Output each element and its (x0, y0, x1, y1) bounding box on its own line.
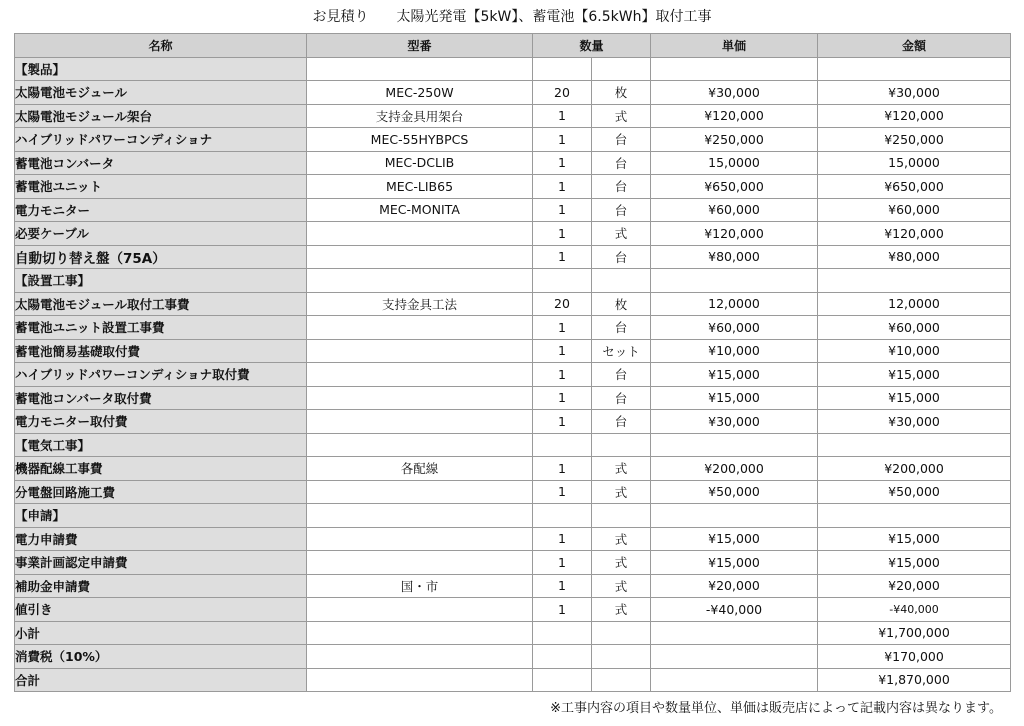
item-model: MEC-55HYBPCS (307, 128, 533, 152)
item-unit-price (651, 269, 818, 293)
item-unit-price (651, 504, 818, 528)
item-name: 必要ケーブル (15, 222, 307, 246)
item-qty: 1 (533, 363, 592, 387)
item-name: 電力モニター (15, 198, 307, 222)
item-name: 【電気工事】 (15, 433, 307, 457)
item-name: 太陽電池モジュール取付工事費 (15, 292, 307, 316)
item-model (307, 433, 533, 457)
item-unit-price: ¥200,000 (651, 457, 818, 481)
item-qty: 1 (533, 480, 592, 504)
item-unit (592, 668, 651, 692)
table-row (15, 457, 1011, 481)
table-row (15, 292, 1011, 316)
item-amount: ¥170,000 (818, 645, 1011, 669)
table-row (15, 339, 1011, 363)
item-amount (818, 269, 1011, 293)
footnote: ※工事内容の項目や数量単位、単価は販売店によって記載内容は異なります。 (550, 701, 1002, 716)
item-unit-price: ¥80,000 (651, 245, 818, 269)
table-row (15, 433, 1011, 457)
item-amount: ¥30,000 (818, 81, 1011, 105)
item-unit-price: ¥60,000 (651, 198, 818, 222)
item-amount: ¥80,000 (818, 245, 1011, 269)
item-model: MEC-DCLIB (307, 151, 533, 175)
item-qty: 1 (533, 128, 592, 152)
item-unit: 式 (592, 574, 651, 598)
item-qty: 1 (533, 175, 592, 199)
item-unit: 枚 (592, 292, 651, 316)
item-unit (592, 504, 651, 528)
item-name: 電力申請費 (15, 527, 307, 551)
item-qty: 1 (533, 222, 592, 246)
item-unit-price: ¥60,000 (651, 316, 818, 340)
item-unit-price: ¥30,000 (651, 410, 818, 434)
item-model (307, 504, 533, 528)
table-row (15, 386, 1011, 410)
table-row (15, 574, 1011, 598)
item-qty: 1 (533, 457, 592, 481)
item-qty: 1 (533, 386, 592, 410)
item-model (307, 527, 533, 551)
page-title: お見積り 太陽光発電【5kW】、蓄電池【6.5kWh】取付工事 (312, 9, 712, 25)
item-model (307, 598, 533, 622)
item-qty (533, 504, 592, 528)
item-unit-price: ¥15,000 (651, 527, 818, 551)
table-row (15, 175, 1011, 199)
table-row (15, 527, 1011, 551)
item-unit-price: 15,0000 (651, 151, 818, 175)
item-unit-price: ¥50,000 (651, 480, 818, 504)
item-amount (818, 433, 1011, 457)
item-name: 値引き (15, 598, 307, 622)
table-row (15, 645, 1011, 669)
item-model (307, 480, 533, 504)
item-qty: 1 (533, 598, 592, 622)
item-amount: ¥15,000 (818, 386, 1011, 410)
item-name: 蓄電池コンバータ取付費 (15, 386, 307, 410)
item-unit-price (651, 433, 818, 457)
item-qty: 1 (533, 198, 592, 222)
item-qty: 1 (533, 551, 592, 575)
item-name: 【製品】 (15, 57, 307, 81)
table-row (15, 598, 1011, 622)
item-amount: ¥20,000 (818, 574, 1011, 598)
table-row (15, 363, 1011, 387)
item-unit: 台 (592, 151, 651, 175)
item-qty: 1 (533, 527, 592, 551)
item-unit: 台 (592, 386, 651, 410)
table-row (15, 81, 1011, 105)
item-unit-price: ¥650,000 (651, 175, 818, 199)
item-model (307, 645, 533, 669)
item-unit: 台 (592, 316, 651, 340)
table-row (15, 128, 1011, 152)
item-unit: 台 (592, 198, 651, 222)
header-unit-price: 単価 (651, 34, 818, 58)
item-qty: 1 (533, 410, 592, 434)
item-amount: ¥15,000 (818, 527, 1011, 551)
item-model (307, 316, 533, 340)
item-unit-price: ¥15,000 (651, 551, 818, 575)
item-amount: ¥1,870,000 (818, 668, 1011, 692)
item-qty (533, 621, 592, 645)
table-row (15, 668, 1011, 692)
item-model (307, 222, 533, 246)
item-amount: ¥60,000 (818, 316, 1011, 340)
item-model (307, 57, 533, 81)
item-qty: 1 (533, 151, 592, 175)
table-row (15, 504, 1011, 528)
header-name: 名称 (15, 34, 307, 58)
item-name: 合計 (15, 668, 307, 692)
item-unit (592, 621, 651, 645)
item-unit: 式 (592, 104, 651, 128)
table-row (15, 104, 1011, 128)
item-qty: 20 (533, 81, 592, 105)
item-unit-price: ¥250,000 (651, 128, 818, 152)
item-qty: 1 (533, 574, 592, 598)
item-amount: ¥60,000 (818, 198, 1011, 222)
item-unit: セット (592, 339, 651, 363)
item-model: 支持金具用架台 (307, 104, 533, 128)
item-name: 太陽電池モジュール (15, 81, 307, 105)
item-amount: ¥10,000 (818, 339, 1011, 363)
item-qty: 20 (533, 292, 592, 316)
header-model: 型番 (307, 34, 533, 58)
item-name: 分電盤回路施工費 (15, 480, 307, 504)
item-name: 太陽電池モジュール架台 (15, 104, 307, 128)
item-amount: ¥250,000 (818, 128, 1011, 152)
table-row (15, 245, 1011, 269)
item-qty (533, 269, 592, 293)
item-model: MEC-LIB65 (307, 175, 533, 199)
item-amount: ¥15,000 (818, 551, 1011, 575)
item-amount: 15,0000 (818, 151, 1011, 175)
item-unit-price: -¥40,000 (651, 598, 818, 622)
item-name: 自動切り替え盤（75A） (15, 245, 307, 269)
item-model (307, 339, 533, 363)
item-qty: 1 (533, 316, 592, 340)
item-unit-price (651, 621, 818, 645)
item-name: 事業計画認定申請費 (15, 551, 307, 575)
item-name: 蓄電池ユニット設置工事費 (15, 316, 307, 340)
table-row (15, 57, 1011, 81)
item-name: 電力モニター取付費 (15, 410, 307, 434)
table-row (15, 269, 1011, 293)
item-unit (592, 433, 651, 457)
item-unit: 台 (592, 410, 651, 434)
item-model: 支持金具工法 (307, 292, 533, 316)
item-name: 補助金申請費 (15, 574, 307, 598)
item-unit-price (651, 668, 818, 692)
item-name: 蓄電池ユニット (15, 175, 307, 199)
item-name: 小計 (15, 621, 307, 645)
item-amount: -¥40,000 (818, 598, 1011, 622)
item-unit-price: ¥15,000 (651, 386, 818, 410)
quote-table (14, 33, 1011, 692)
item-model (307, 410, 533, 434)
item-model (307, 245, 533, 269)
item-model: 各配線 (307, 457, 533, 481)
table-row (15, 410, 1011, 434)
item-name: 機器配線工事費 (15, 457, 307, 481)
item-model (307, 668, 533, 692)
item-unit-price: ¥120,000 (651, 222, 818, 246)
item-qty: 1 (533, 245, 592, 269)
item-name: ハイブリッドパワーコンディショナ (15, 128, 307, 152)
item-model (307, 551, 533, 575)
item-unit: 式 (592, 527, 651, 551)
item-unit: 台 (592, 245, 651, 269)
item-unit: 台 (592, 175, 651, 199)
item-amount (818, 57, 1011, 81)
item-amount: ¥15,000 (818, 363, 1011, 387)
item-model (307, 621, 533, 645)
item-unit: 式 (592, 551, 651, 575)
item-unit-price: ¥20,000 (651, 574, 818, 598)
item-unit (592, 269, 651, 293)
item-amount (818, 504, 1011, 528)
table-row (15, 198, 1011, 222)
item-amount: 12,0000 (818, 292, 1011, 316)
table-row (15, 551, 1011, 575)
item-amount: ¥200,000 (818, 457, 1011, 481)
item-qty (533, 645, 592, 669)
item-unit-price (651, 57, 818, 81)
item-amount: ¥120,000 (818, 104, 1011, 128)
item-unit: 台 (592, 363, 651, 387)
item-qty: 1 (533, 104, 592, 128)
item-name: 【申請】 (15, 504, 307, 528)
item-amount: ¥30,000 (818, 410, 1011, 434)
item-name: 消費税（10%） (15, 645, 307, 669)
item-qty: 1 (533, 339, 592, 363)
item-amount: ¥50,000 (818, 480, 1011, 504)
item-name: ハイブリッドパワーコンディショナ取付費 (15, 363, 307, 387)
header-row (15, 34, 1011, 58)
table-row (15, 621, 1011, 645)
table-row (15, 151, 1011, 175)
item-qty (533, 57, 592, 81)
item-amount: ¥120,000 (818, 222, 1011, 246)
item-unit-price (651, 645, 818, 669)
header-amount: 金額 (818, 34, 1011, 58)
table-row (15, 316, 1011, 340)
table-row (15, 222, 1011, 246)
item-name: 【設置工事】 (15, 269, 307, 293)
item-unit (592, 57, 651, 81)
header-qty: 数量 (533, 34, 651, 58)
item-model (307, 386, 533, 410)
item-name: 蓄電池簡易基礎取付費 (15, 339, 307, 363)
item-model: 国・市 (307, 574, 533, 598)
item-unit: 枚 (592, 81, 651, 105)
item-model (307, 269, 533, 293)
item-qty (533, 668, 592, 692)
item-model: MEC-MONITA (307, 198, 533, 222)
item-unit: 式 (592, 457, 651, 481)
item-unit: 式 (592, 598, 651, 622)
item-unit: 台 (592, 128, 651, 152)
table-row (15, 480, 1011, 504)
item-amount: ¥650,000 (818, 175, 1011, 199)
item-qty (533, 433, 592, 457)
item-unit: 式 (592, 222, 651, 246)
item-unit-price: ¥120,000 (651, 104, 818, 128)
item-unit-price: ¥15,000 (651, 363, 818, 387)
item-unit-price: ¥30,000 (651, 81, 818, 105)
item-unit (592, 645, 651, 669)
item-model: MEC-250W (307, 81, 533, 105)
item-unit-price: 12,0000 (651, 292, 818, 316)
item-amount: ¥1,700,000 (818, 621, 1011, 645)
item-unit-price: ¥10,000 (651, 339, 818, 363)
item-name: 蓄電池コンバータ (15, 151, 307, 175)
item-model (307, 363, 533, 387)
item-unit: 式 (592, 480, 651, 504)
